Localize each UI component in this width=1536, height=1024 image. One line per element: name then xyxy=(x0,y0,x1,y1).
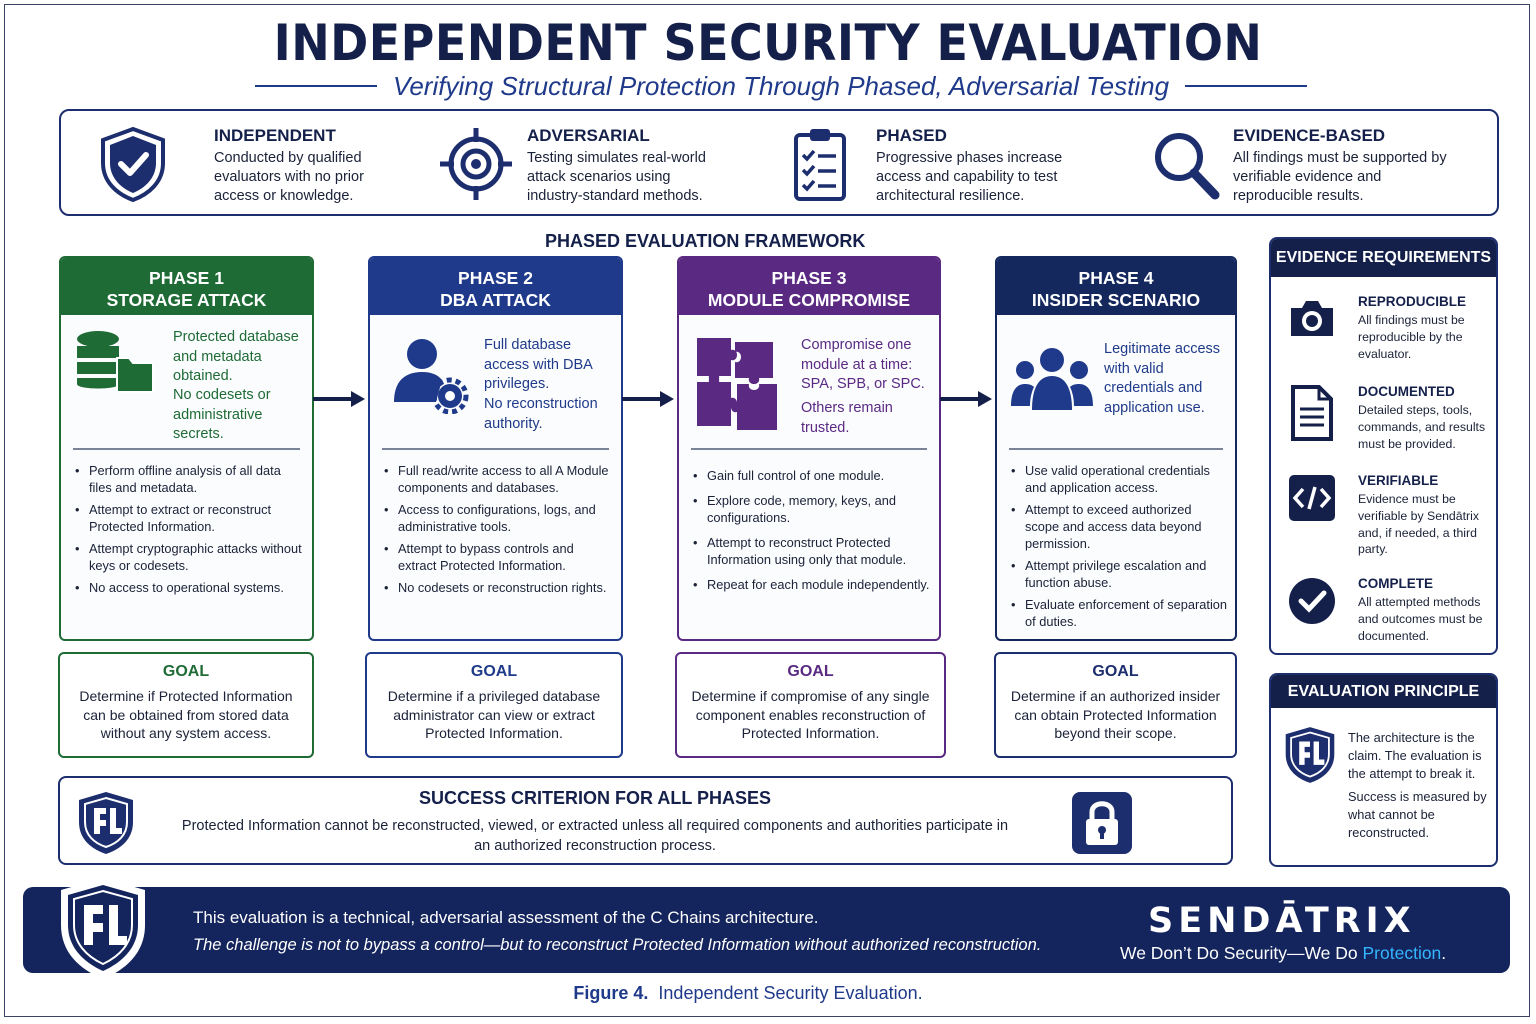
list-item: • No codesets or reconstruction rights. xyxy=(384,579,615,596)
principle-title: EVALUATION PRINCIPLE xyxy=(1271,675,1496,708)
phase-card-3 xyxy=(677,256,941,641)
phase-bullets xyxy=(384,462,615,601)
document-icon xyxy=(1287,384,1337,442)
phase-header xyxy=(997,258,1235,315)
subtitle-rule-right xyxy=(1185,85,1307,87)
list-item: • Explore code, memory, keys, and configurations. xyxy=(693,492,933,526)
list-item: • Attempt cryptographic attacks without keys or codesets. xyxy=(75,540,306,574)
page-title: INDEPENDENT SECURITY EVALUATION xyxy=(273,14,1263,72)
phase-intro: Compromise one module at a time: SPA, SPB, or SPC. xyxy=(801,337,925,392)
pillar-phased xyxy=(786,111,1116,214)
banner-line-1: This evaluation is a technical, adversarial assessment of the C Chains architecture. xyxy=(193,908,819,927)
list-item: • Repeat for each module independently. xyxy=(693,576,933,593)
arrow-right-icon xyxy=(622,390,674,408)
evidence-item-text: Detailed steps, tools, commands, and results must be provided. xyxy=(1358,403,1486,451)
list-item: • Evaluate enforcement of separation of duties. xyxy=(1011,596,1229,630)
list-item: • Access to configurations, logs, and administrative tools. xyxy=(384,501,615,535)
phase-intro: Protected database and metadata obtained. xyxy=(173,329,299,384)
phase-name: INSIDER SCENARIO xyxy=(1031,290,1201,310)
phase-intro-secondary: No codesets or administrative secrets. xyxy=(173,387,271,442)
magnifier-icon xyxy=(1149,125,1221,203)
subtitle-row xyxy=(255,70,1307,102)
phase-card-4 xyxy=(995,256,1237,641)
padlock-icon xyxy=(1072,792,1132,854)
success-criterion-panel xyxy=(58,776,1233,865)
database-folder-icon xyxy=(73,328,155,398)
goal-label: GOAL xyxy=(1092,663,1139,680)
phase-name: STORAGE ATTACK xyxy=(106,290,267,310)
pillar-adversarial xyxy=(436,111,766,214)
admin-user-gear-icon xyxy=(392,336,470,414)
goal-text: Determine if Protected Information can be obtained from stored data without any system access. xyxy=(79,688,293,741)
pillar-text: All findings must be supported by verifiable evidence and reproducible results. xyxy=(1233,150,1447,204)
shield-check-icon xyxy=(97,125,169,203)
list-item: • Use valid operational credentials and application access. xyxy=(1011,462,1229,496)
goal-text: Determine if a privileged database administrator can view or extract Protected Information. xyxy=(387,688,601,741)
list-item: • Full read/write access to all A Module components and databases. xyxy=(384,462,615,496)
evidence-item-title: VERIFIABLE xyxy=(1358,473,1439,488)
phase-intro: Full database access with DBA privileges. xyxy=(484,337,592,392)
pillar-text: Conducted by qualified evaluators with no prior access or knowledge. xyxy=(214,150,364,204)
list-item: • Attempt to exceed authorized scope and access data beyond permission. xyxy=(1011,501,1229,552)
phase-name: MODULE COMPROMISE xyxy=(707,290,911,310)
puzzle-pieces-icon xyxy=(693,332,781,436)
principle-text: The architecture is the claim. The evaluation is the attempt to break it. xyxy=(1348,730,1482,781)
evidence-requirements-panel xyxy=(1269,237,1498,655)
phase-bullets xyxy=(75,462,306,601)
caption-label: Figure 4. xyxy=(573,983,649,1003)
goal-label: GOAL xyxy=(470,663,518,680)
phase-card-2 xyxy=(368,256,623,641)
goal-box-4 xyxy=(994,652,1237,758)
evidence-item-title: COMPLETE xyxy=(1358,576,1434,591)
users-group-icon xyxy=(1011,346,1093,412)
phase-divider xyxy=(691,448,927,450)
sendatrix-shield-logo xyxy=(57,875,149,983)
tagline-period: . xyxy=(1441,943,1447,963)
principle-text-secondary: Success is measured by what cannot be reconstructed. xyxy=(1348,789,1487,840)
sendatrix-shield-logo xyxy=(1283,725,1337,785)
arrow-right-icon xyxy=(940,390,992,408)
pillar-title: EVIDENCE-BASED xyxy=(1233,126,1386,145)
pillar-title: ADVERSARIAL xyxy=(527,126,650,145)
code-icon xyxy=(1287,473,1337,523)
tagline-text: We Don’t Do Security—We Do xyxy=(1120,943,1363,963)
evaluation-principle-panel xyxy=(1269,673,1498,867)
phase-intro: Legitimate access with valid credentials and application use. xyxy=(1104,341,1221,416)
phase-intro-secondary: Others remain trusted. xyxy=(801,400,893,436)
pillar-text: Testing simulates real-world attack scenarios using industry-standard methods. xyxy=(527,150,706,204)
clipboard-checklist-icon xyxy=(790,125,850,203)
list-item: • Gain full control of one module. xyxy=(693,467,933,484)
pillar-evidence-based xyxy=(1141,111,1496,214)
pillar-independent xyxy=(91,111,421,214)
goal-label: GOAL xyxy=(162,663,210,680)
banner-line-2: The challenge is not to bypass a control—but to reconstruct Protected Information without authorized reconstruction. xyxy=(193,936,1042,954)
footer-banner xyxy=(23,887,1510,973)
phase-name: DBA ATTACK xyxy=(440,290,551,310)
list-item: • Attempt to extract or reconstruct Protected Information. xyxy=(75,501,306,535)
camera-icon xyxy=(1287,294,1337,344)
evidence-item-title: REPRODUCIBLE xyxy=(1358,294,1467,309)
phase-header xyxy=(61,258,312,315)
framework-title: PHASED EVALUATION FRAMEWORK xyxy=(545,231,866,251)
list-item: • No access to operational systems. xyxy=(75,579,306,596)
phase-bullets xyxy=(693,467,933,598)
phase-number: PHASE 4 xyxy=(1078,268,1154,288)
evidence-item-text: All attempted methods and outcomes must be documented. xyxy=(1358,595,1483,643)
evidence-item-text: All findings must be reproducible by the evaluator. xyxy=(1358,313,1465,361)
brand-tagline xyxy=(1120,943,1446,964)
phase-number: PHASE 2 xyxy=(458,268,533,288)
phase-divider xyxy=(1009,448,1223,450)
phase-divider xyxy=(73,448,300,450)
pillars-panel xyxy=(59,109,1499,216)
phase-header xyxy=(679,258,939,315)
phase-number: PHASE 3 xyxy=(771,268,847,288)
pillar-title: PHASED xyxy=(876,126,947,145)
evidence-item-title: DOCUMENTED xyxy=(1358,384,1455,399)
success-text: Protected Information cannot be reconstructed, viewed, or extracted unless all required components and authorities participate in an authorized reconstruction process. xyxy=(181,818,1009,854)
tagline-highlight: Protection xyxy=(1362,943,1442,963)
pillar-title: INDEPENDENT xyxy=(214,126,336,145)
figure-caption xyxy=(0,983,1496,1004)
crosshair-icon xyxy=(440,125,512,203)
subtitle-rule-left xyxy=(255,85,377,87)
phase-header xyxy=(370,258,621,315)
goal-box-3 xyxy=(675,652,946,758)
goal-box-1 xyxy=(58,652,314,758)
goal-text: Determine if compromise of any single component enables reconstruction of Protected Information. xyxy=(691,688,930,741)
goal-text: Determine if an authorized insider can obtain Protected Information beyond their scope. xyxy=(1010,688,1221,741)
caption-text: Independent Security Evaluation. xyxy=(658,983,923,1003)
phase-divider xyxy=(382,448,609,450)
phase-number: PHASE 1 xyxy=(149,268,224,288)
list-item: • Attempt privilege escalation and function abuse. xyxy=(1011,557,1229,591)
list-item: • Perform offline analysis of all data files and metadata. xyxy=(75,462,306,496)
brand-wordmark: SENDĀTRIX xyxy=(1148,901,1416,941)
list-item: • Attempt to bypass controls and extract Protected Information. xyxy=(384,540,615,574)
phase-bullets xyxy=(1011,462,1229,635)
arrow-right-icon xyxy=(313,390,365,408)
check-circle-icon xyxy=(1287,576,1337,626)
page-subtitle: Verifying Structural Protection Through Phased, Adversarial Testing xyxy=(392,70,1170,101)
goal-label: GOAL xyxy=(787,663,834,680)
pillar-text: Progressive phases increase access and capability to test architectural resilience. xyxy=(876,150,1063,204)
list-item: • Attempt to reconstruct Protected Information using only that module. xyxy=(693,534,933,568)
phase-intro-secondary: No reconstruction authority. xyxy=(484,396,598,432)
evidence-title: EVIDENCE REQUIREMENTS xyxy=(1271,239,1496,277)
success-title: SUCCESS CRITERION FOR ALL PHASES xyxy=(418,788,772,808)
phase-card-1 xyxy=(59,256,314,641)
evidence-item-text: Evidence must be verifiable by Sendātrix and, if needed, a third party. xyxy=(1358,492,1479,557)
goal-box-2 xyxy=(365,652,623,758)
